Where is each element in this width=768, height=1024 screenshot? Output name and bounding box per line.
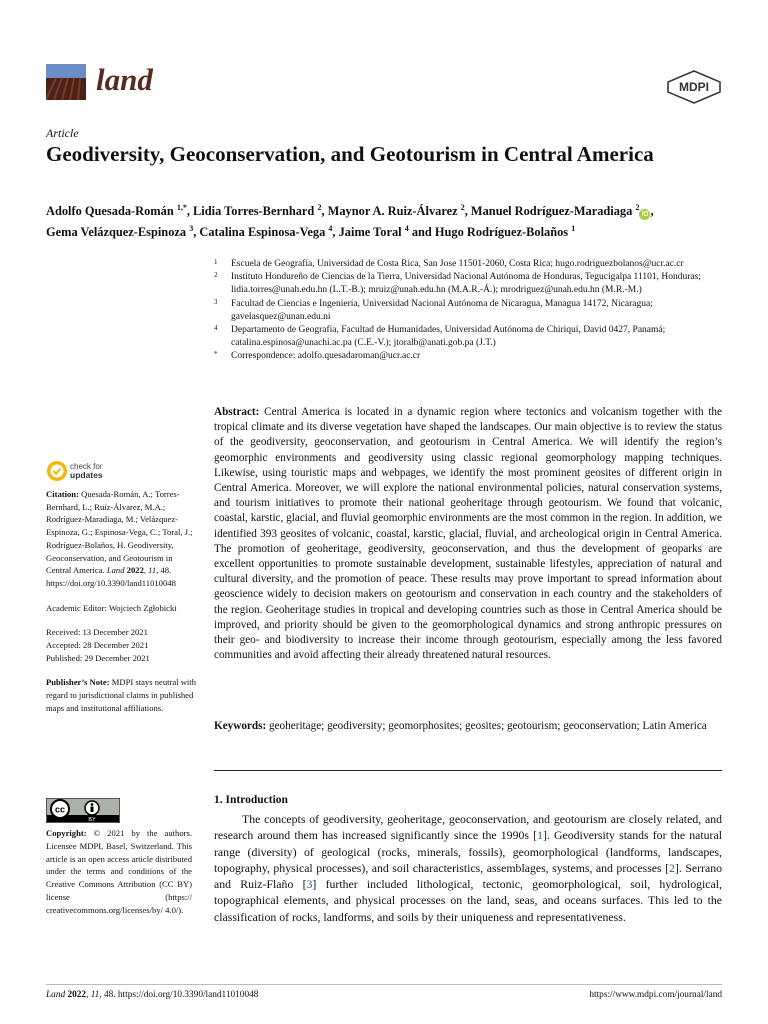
author[interactable]: Catalina Espinosa-Vega — [199, 225, 326, 240]
author-list: Adolfo Quesada-Román $^{1,*}$, Lidia Torres-Bernhard $^2$, Maynor A. Ruiz-Álvarez $^2$, Manuel Rodríguez-Maradiaga $^2$iD , Gema Velázquez-Espinoza $^3$, Catalina Espinosa-Vega $^4$, Jaime Toral $^4$ and Hugo Rodríguez-Bolaños $^1$ — [46, 203, 654, 240]
sidebar — [46, 488, 196, 727]
citation-link[interactable]: 1 — [537, 828, 543, 843]
svg-text:BY: BY — [88, 817, 96, 823]
author[interactable]: Gema Velázquez-Espinoza — [46, 225, 187, 240]
affiliation-item: 3 Facultad de Ciencias e Ingeniería, Universidad Nacional Autónoma de Nicaragua, Managua 14172, Nicaragua; gavelasquez@unan.edu.ni — [214, 297, 653, 322]
publisher-name: MDPI — [679, 80, 709, 94]
academic-editor: Academic Editor: Wojciech Zgłobicki — [46, 602, 177, 613]
affiliations — [214, 258, 724, 364]
divider — [214, 770, 722, 771]
keywords-label: Keywords: — [214, 720, 267, 732]
journal-logo-icon — [46, 64, 86, 100]
cc-by-license-badge[interactable] — [46, 798, 120, 823]
dates: Received: 13 December 2021 Accepted: 28 December 2021 Published: 29 December 2021 — [46, 627, 150, 663]
article-title: Geodiversity, Geoconservation, and Geotourism in Central America — [46, 142, 654, 166]
citation-link[interactable]: 3 — [306, 877, 313, 892]
orcid-icon[interactable]: iD — [641, 211, 649, 219]
author[interactable]: Hugo Rodríguez-Bolaños — [434, 225, 569, 240]
keywords-text: geoheritage; geodiversity; geomorphosites; geosites; geotourism; geoconservation; Latin America — [269, 720, 707, 732]
footer-citation: Land 2022, 11, 48. https://doi.org/10.3390/land11010048 — [46, 990, 259, 1000]
author[interactable]: Jaime Toral — [338, 225, 402, 240]
affiliation-item: 2 Instituto Hondureño de Ciencias de la Tierra, Universidad Nacional Autónoma de Honduras, Tegucigalpa 11101, Honduras; lidia.torres@unah.edu.hn (L.T.-B.); mruiz@unah.edu.hn (M.A.R.-Á.); mrodriguez@unah.edu.hn (M.R.-M.) — [214, 271, 701, 296]
author[interactable]: Manuel Rodríguez-Maradiaga — [470, 204, 633, 219]
affiliation-item: 4 Departamento de Geografía, Facultad de Humanidades, Universidad Autónoma de Chiriquí, David 0427, Panamá; catalina.espinosa@unachi.ac.pa (C.E.-V.); jtoralb@anati.gob.pa (J.T.) — [214, 324, 666, 349]
citation-link[interactable]: 2 — [669, 860, 675, 875]
check-updates-icon — [46, 460, 68, 482]
correspondence: * Correspondence: adolfo.quesadaroman@ucr.ac.cr — [214, 350, 421, 362]
keywords — [214, 719, 722, 734]
abstract-label: Abstract: — [214, 406, 260, 418]
check-for-updates-button[interactable]: check for updates — [46, 460, 126, 484]
author[interactable]: Maynor A. Ruiz-Álvarez — [327, 204, 458, 219]
author[interactable]: Adolfo Quesada-Román — [46, 204, 174, 219]
citation: Citation: Quesada-Román, A.; Torres-Bernhard, L.; Ruiz-Álvarez, M.A.; Rodríguez-Maradiaga, M.; Velázquez-Espinoza, G.; Espinosa-Vega, C.; Toral, J.; Rodríguez-Bolaños, H. Geodiversity, Geoconservation, and Geotourism in Central America. Land 2022, 11, 48. https://doi.org/10.3390/land11010048 — [46, 489, 193, 588]
footer-journal-link[interactable]: https://www.mdpi.com/journal/land — [589, 990, 722, 1000]
publisher-note: Publisher’s Note: MDPI stays neutral with regard to jurisdictional claims in published maps and institutional affiliations. — [46, 677, 196, 713]
author[interactable]: Lidia Torres-Bernhard — [193, 204, 315, 219]
article-type: Article — [46, 126, 79, 140]
abstract — [214, 405, 722, 663]
section-heading: 1. Introduction — [214, 794, 288, 806]
abstract-text: Central America is located in a dynamic region where tectonics and volcanism together with the tropical climate and its diverse vegetation have shaped the landscapes. Our main objective is to review the status of the geodiversity, geoconservation, and geotourism in Central America. We will identify the region’s geomorphic environments and geodiversity using classic regional geomorphology mapping techniques. Likewise, using touristic maps and webpages, we identify the most prominent geosites of different origin in Central America. Moreover, we will explore the national environmental policies, natural conservation systems, and tourism initiatives to promote their national geoheritage through geotourism. We found that volcanic, coastal, karstic, glacial, and fluvial geomorphic environments are the most common in the region. In addition, we identified 393 geosites of volcanic, coastal, karstic, glacial, fluvial, and archeological origin in Central America. The promotion of geoheritage, geodiversity, geoconservation, and thus the development of geoparks are excellent opportunities to promote sustainable development, sustainable lifestyles, appreciation of natural and cultural diversity, and the promotion of peace. These results may prove important to spread information about geoscience widely to decision makers on geotourism and conservation in each country and the stakeholders of the region. Geoheritage studies in tropical and developing countries such as those in Central America should be improved, and priority should be given to the geomorphological dynamics and strong anthropic pressures on their geo- and biodiversity to increase their income through geotourism, especially among the less favored communities and avoid affecting their already threatened natural resources. — [214, 406, 722, 662]
copyright: Copyright: © 2021 by the authors. Licensee MDPI, Basel, Switzerland. This article is an open access article distributed under the terms and conditions of the Creative Commons Attribution (CC BY) license (https:// creativecommons.org/licenses/by/ 4.0/). — [46, 828, 192, 915]
mdpi-logo[interactable] — [666, 70, 722, 109]
journal-name[interactable]: land — [96, 62, 153, 97]
svg-text:cc: cc — [54, 804, 66, 815]
intro-paragraph: The concepts of geodiversity, geoheritage, geoconservation, and geotourism are closely related, and research around them has increased significantly since the 1990s [1]. Geodiversity stands for the natural range (diversity) of geological (rocks, minerals, fossils), geomorphological (landforms, landscapes, topography, physical processes), and soil characteristics, assemblages, systems, and processes [2]. Serrano and Ruiz-Flaño [3] further included lithological, tectonic, geomorphological, soil, hydrological, topographical elements, and physical processes on the land, seas, and oceans surfaces. This led to the classification of rocks, landforms, and soils by their uniqueness and representativeness. — [214, 812, 723, 924]
affiliation-item: 1 Escuela de Geografía, Universidad de Costa Rica, San Jose 11501-2060, Costa Rica; hugo.rodriguezbolanos@ucr.ac.cr — [214, 258, 684, 269]
footer-divider — [46, 984, 722, 985]
